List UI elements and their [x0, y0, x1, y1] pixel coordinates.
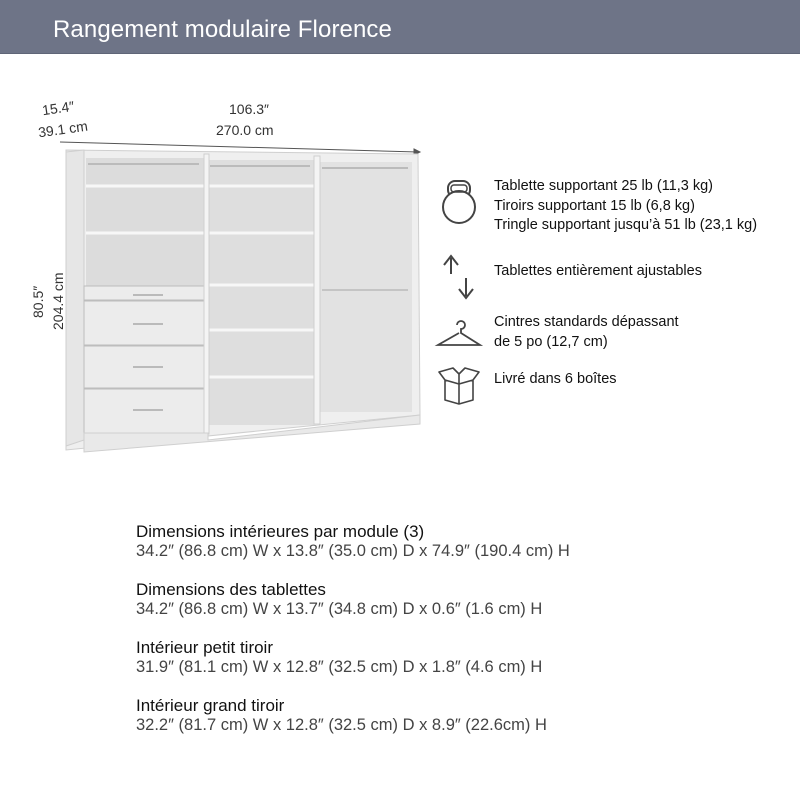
- feature-line: Tablettes entièrement ajustables: [494, 263, 702, 279]
- spec-title: Dimensions des tablettes: [136, 580, 326, 599]
- feature-line: Cintres standards dépassant: [494, 314, 679, 330]
- spec-value: 31.9″ (81.1 cm) W x 12.8″ (32.5 cm) D x 1.8″ (4.6 cm) H: [136, 658, 543, 676]
- box-icon: [434, 362, 484, 406]
- spec-value: 34.2″ (86.8 cm) W x 13.8″ (35.0 cm) D x 74.9″ (190.4 cm) H: [136, 542, 570, 560]
- feature-adjustable-shelves: [434, 252, 702, 302]
- title-bar: [0, 0, 800, 54]
- spec-value: 34.2″ (86.8 cm) W x 13.7″ (34.8 cm) D x 0.6″ (1.6 cm) H: [136, 600, 543, 618]
- feature-line: de 5 po (12,7 cm): [494, 333, 608, 350]
- page-title: Rangement modulaire Florence: [53, 16, 392, 43]
- spec-interior-module: [136, 522, 570, 561]
- feature-line: Tablette supportant 25 lb (11,3 kg): [494, 178, 713, 194]
- feature-hangers: [434, 313, 679, 353]
- wardrobe-illustration: [58, 140, 428, 465]
- depth-cm-label: 39.1 cm: [37, 117, 89, 141]
- hanger-icon: [434, 313, 484, 353]
- spec-title: Intérieur grand tiroir: [136, 696, 285, 715]
- feature-boxes: [434, 362, 617, 406]
- kettlebell-icon: [434, 177, 484, 227]
- feature-line: Tiroirs supportant 15 lb (6,8 kg): [494, 197, 695, 214]
- adjust-arrows-icon: [434, 252, 484, 302]
- width-cm-label: 270.0 cm: [216, 122, 274, 138]
- feature-line: Livré dans 6 boîtes: [494, 371, 617, 387]
- spec-shelves: [136, 580, 542, 619]
- spec-value: 32.2″ (81.7 cm) W x 12.8″ (32.5 cm) D x 8.9″ (22.6cm) H: [136, 716, 547, 734]
- spec-large-drawer: [136, 696, 547, 735]
- feature-line: Tringle supportant jusqu’à 51 lb (23,1 kg): [494, 217, 758, 233]
- height-cm-label: 204.4 cm: [50, 272, 66, 330]
- feature-weight-capacity: [434, 177, 757, 236]
- spec-title: Intérieur petit tiroir: [136, 638, 273, 657]
- width-inches-label: 106.3″: [229, 101, 269, 117]
- spec-title: Dimensions intérieures par module (3): [136, 522, 425, 541]
- spec-small-drawer: [136, 638, 542, 677]
- height-inches-label: 80.5″: [30, 285, 46, 318]
- depth-inches-label: 15.4″: [41, 97, 76, 119]
